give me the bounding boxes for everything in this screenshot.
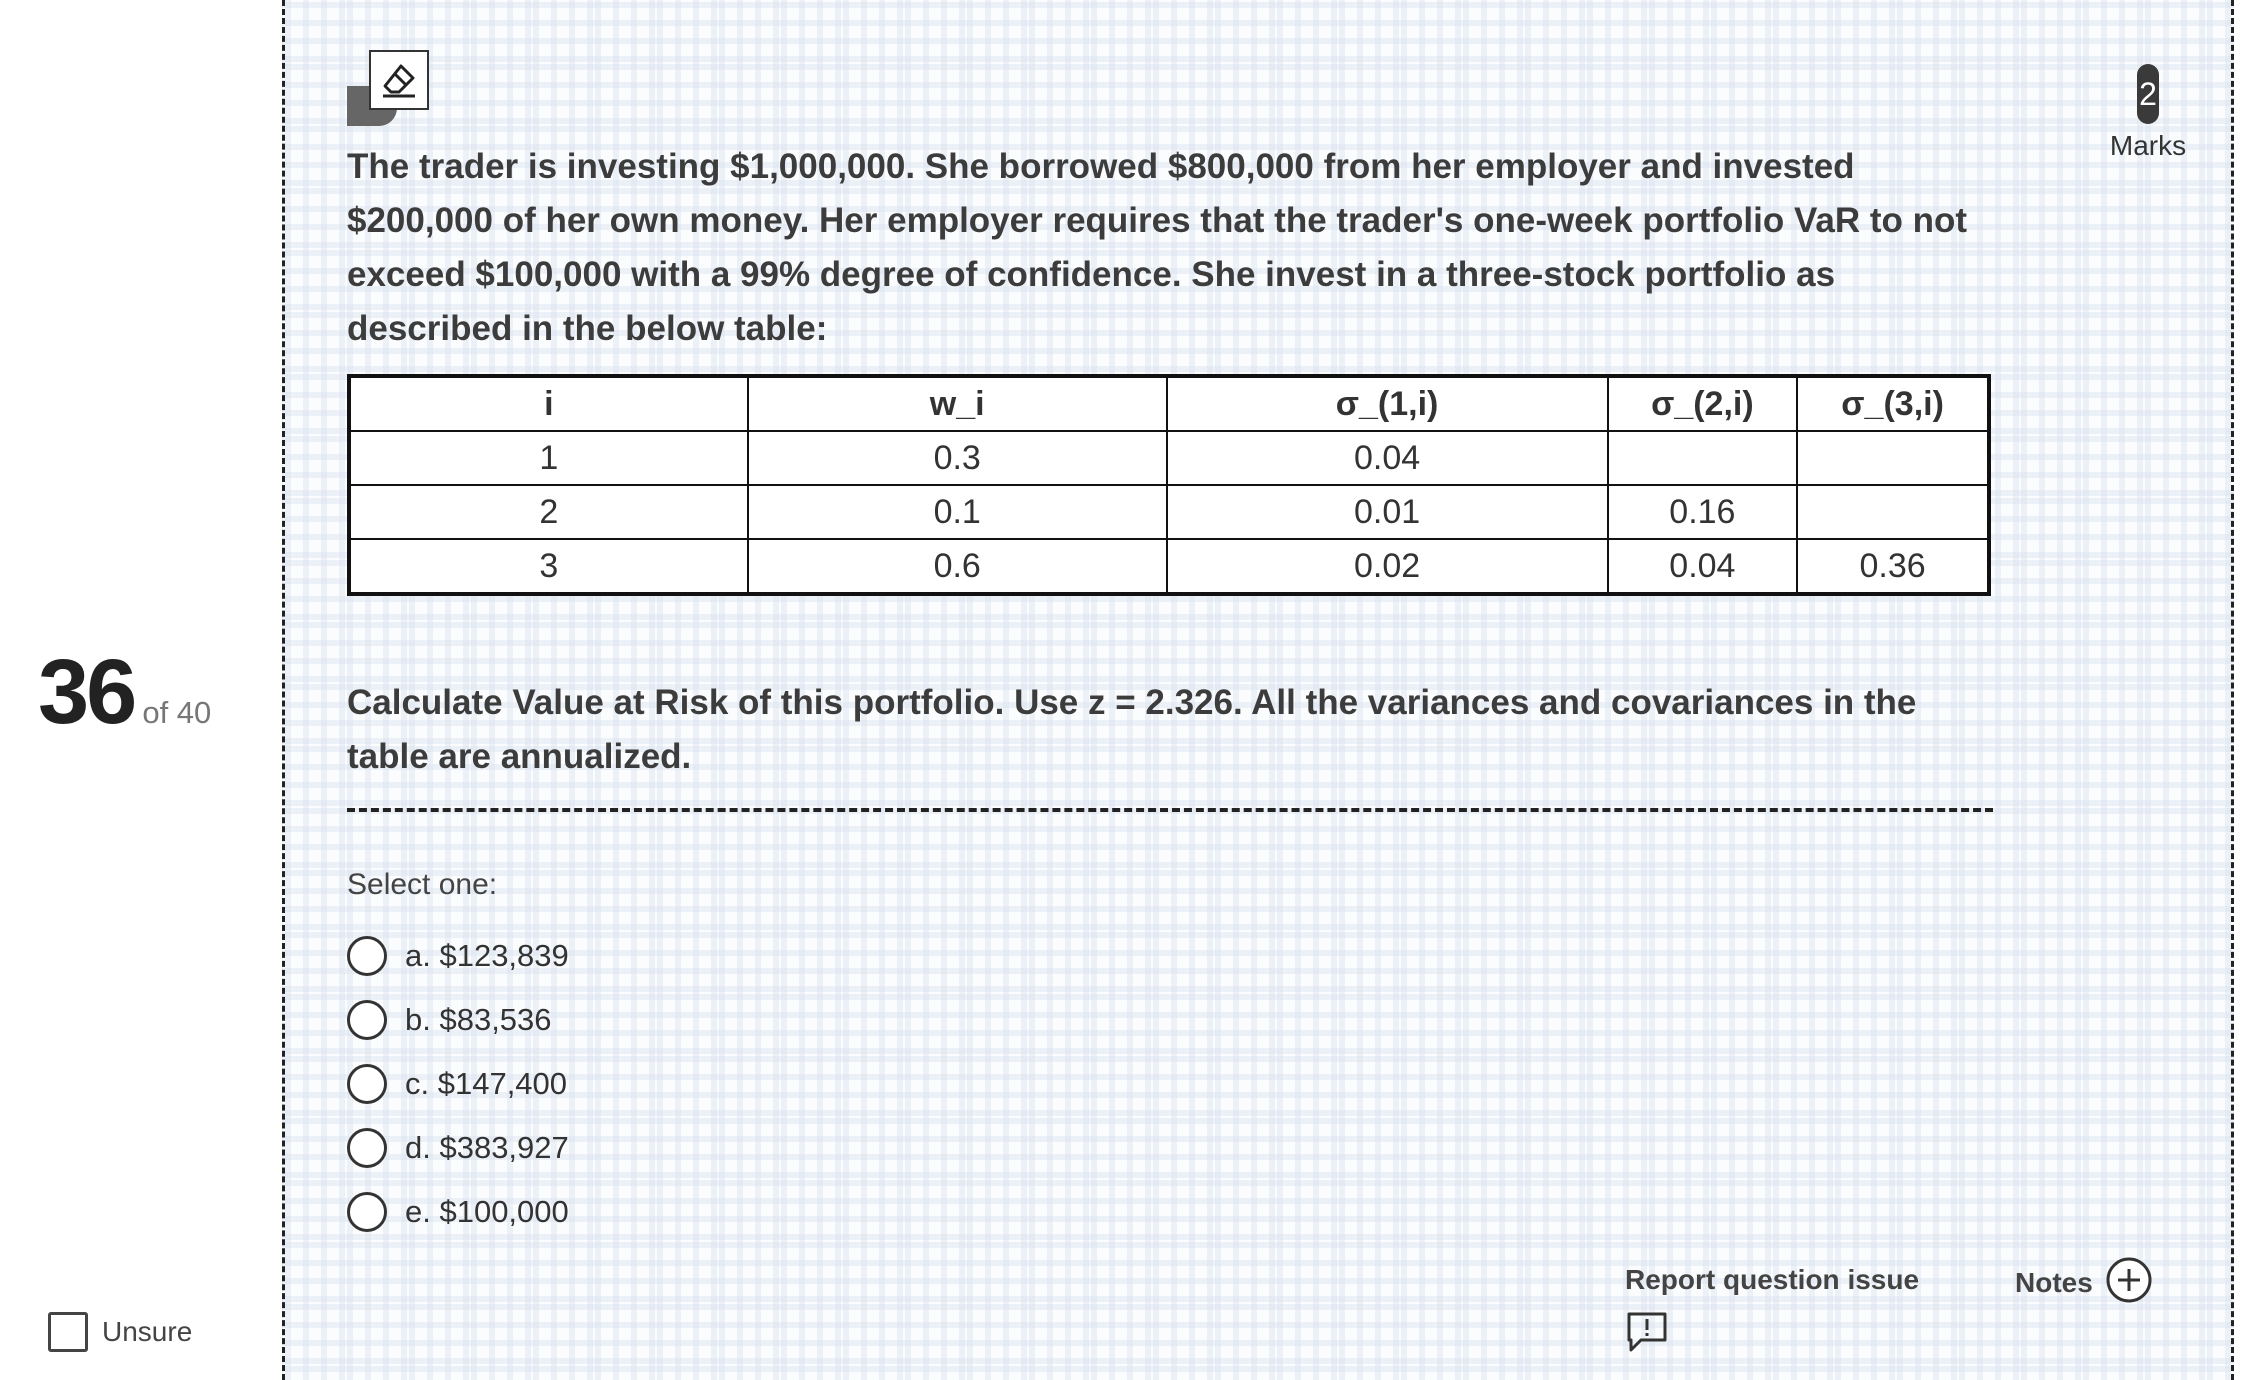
- table-cell: 1: [349, 431, 748, 485]
- answer-option-d[interactable]: [347, 1116, 569, 1180]
- table-row: [349, 485, 1989, 539]
- table-cell: 0.04: [1608, 539, 1798, 594]
- notes-label[interactable]: Notes: [2015, 1266, 2093, 1298]
- report-issue-label[interactable]: Report question issue: [1625, 1264, 1920, 1295]
- radio-button[interactable]: [347, 936, 387, 976]
- answer-option-e[interactable]: [347, 1180, 569, 1244]
- table-cell: 3: [349, 539, 748, 594]
- table-header-cell: σ_(3,i): [1797, 376, 1989, 431]
- unsure-label: Unsure: [102, 1316, 193, 1347]
- question-text: The trader is investing $1,000,000. She borrowed $800,000 from her employer and invested $200,000 of her own money. Her employer requires that the trader's one-week portfolio VaR to not exceed $100,000 with a 99% degree of confidence. She invest in a three-stock portfolio as described in the below table:: [347, 147, 1968, 348]
- answer-options: [347, 924, 569, 1244]
- portfolio-table: [347, 374, 1991, 596]
- answer-option-b[interactable]: [347, 988, 569, 1052]
- table-header-cell: σ_(2,i): [1608, 376, 1798, 431]
- plus-circle-icon[interactable]: [2105, 1256, 2153, 1309]
- notes-button[interactable]: [2015, 1256, 2153, 1309]
- eraser-icon: [379, 60, 419, 100]
- table-cell: 0.3: [748, 431, 1167, 485]
- table-cell: [1797, 431, 1989, 485]
- eraser-button[interactable]: [369, 50, 429, 110]
- radio-button[interactable]: [347, 1128, 387, 1168]
- select-one-label: Select one:: [347, 868, 498, 901]
- report-flag-icon[interactable]: [1625, 1310, 1919, 1359]
- table-cell: 0.6: [748, 539, 1167, 594]
- table-cell: 0.04: [1167, 431, 1608, 485]
- table-row: [349, 539, 1989, 594]
- report-issue-button[interactable]: [1625, 1264, 1919, 1359]
- marks-indicator: [2103, 64, 2193, 162]
- answer-option-label[interactable]: e. $100,000: [405, 1194, 569, 1229]
- question-panel: [282, 0, 2234, 1380]
- radio-button[interactable]: [347, 1000, 387, 1040]
- table-cell: 0.01: [1167, 485, 1608, 539]
- table-row: [349, 431, 1989, 485]
- question-prompt: Calculate Value at Risk of this portfolio. Use z = 2.326. All the variances and covariances in the table are annualized.: [347, 683, 1917, 776]
- table-cell: 0.16: [1608, 485, 1798, 539]
- table-header-cell: σ_(1,i): [1167, 376, 1608, 431]
- table-header-row: [349, 376, 1989, 431]
- answer-option-label[interactable]: c. $147,400: [405, 1066, 568, 1101]
- table-cell: 0.02: [1167, 539, 1608, 594]
- marks-value: 2: [2137, 64, 2159, 124]
- question-total: of 40: [142, 695, 212, 730]
- answer-option-a[interactable]: [347, 924, 569, 988]
- answer-option-label[interactable]: a. $123,839: [405, 938, 569, 973]
- answer-option-label[interactable]: d. $383,927: [405, 1130, 569, 1165]
- table-cell: 0.1: [748, 485, 1167, 539]
- checkbox-icon[interactable]: [48, 1312, 88, 1352]
- unsure-checkbox[interactable]: [48, 1312, 192, 1352]
- table-cell: [1608, 431, 1798, 485]
- question-navigator: [0, 0, 280, 1380]
- table-header-cell: w_i: [748, 376, 1167, 431]
- table-cell: 0.36: [1797, 539, 1989, 594]
- radio-button[interactable]: [347, 1192, 387, 1232]
- marks-label: Marks: [2109, 130, 2187, 161]
- question-number: 36: [38, 641, 135, 743]
- question-counter: [38, 640, 211, 745]
- eraser-tool[interactable]: [347, 50, 429, 128]
- answer-option-c[interactable]: [347, 1052, 569, 1116]
- table-header-cell: i: [349, 376, 748, 431]
- radio-button[interactable]: [347, 1064, 387, 1104]
- answer-option-label[interactable]: b. $83,536: [405, 1002, 552, 1037]
- table-cell: 2: [349, 485, 748, 539]
- dashed-divider: [347, 808, 1993, 812]
- table-cell: [1797, 485, 1989, 539]
